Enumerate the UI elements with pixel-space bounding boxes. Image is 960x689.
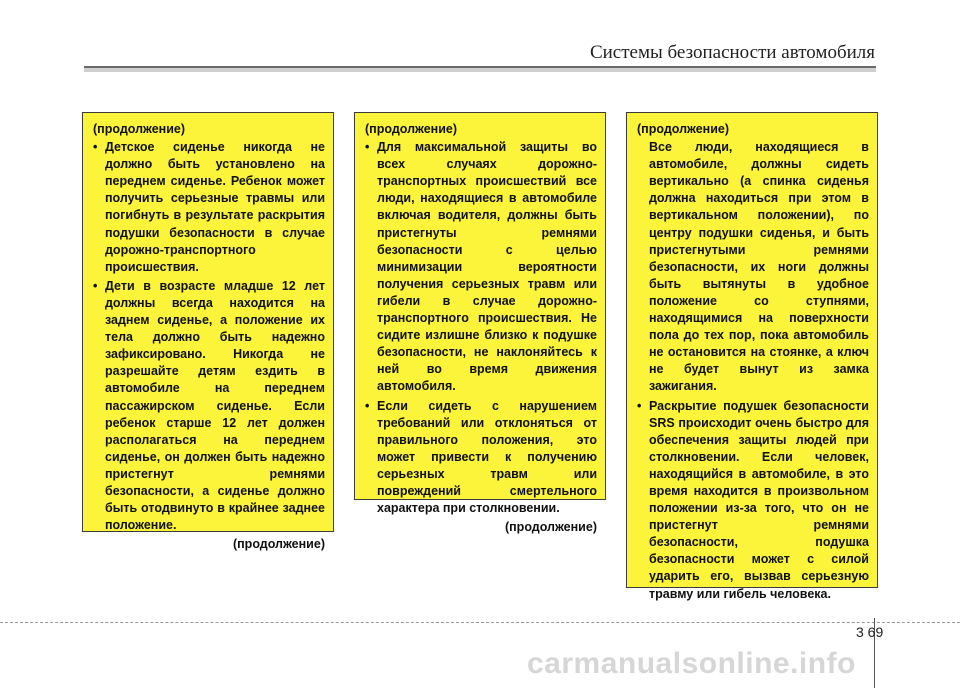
continued-label-top: (продолжение) xyxy=(93,122,186,136)
warning-box-3 xyxy=(626,112,878,601)
warning-bullet-item xyxy=(93,278,325,534)
warning-paragraph: Все люди, находящиеся в автомобиле, должны сидеть вертикально (а спинка сиденья должна находиться при этом в вертикальном положении), по центру подушки сиденья, и быть пристегнутыми ремнями безопасности, их ноги должны быть вытянуты в удобное положение со ступнями, находящимися на поверхности пола до тех пор, пока автомобиль не остановится на стоянке, а ключ не будет вынут из замка зажигания. xyxy=(649,140,869,394)
watermark: carmanualsonline.info xyxy=(527,647,856,680)
warning-item-text: Раскрытие подушек безопасности SRS происходит очень быстро для обеспечения защиты людей при столкновении. Если человек, находящийся в автомобиле, в это время находится в произвольном положении из-за того, что он не пристегнут ремнями безопасности, подушка безопасности может с силой ударить его, вызвав серьезную травму или гибель человека. xyxy=(649,398,869,601)
continued-label-bottom: (продолжение) xyxy=(232,537,325,552)
bullet-icon: • xyxy=(637,398,642,413)
continued-label-bottom: (продолжение) xyxy=(504,520,597,535)
warning-item-text: Если сидеть с нарушением требований или отклоняться от правильного положения, это может привести к получению серьезных травм или повреждений смертельного характера при столкновении. xyxy=(377,398,597,516)
page-header-title: Системы безопасности автомобиля xyxy=(589,42,875,63)
continued-label-top: (продолжение) xyxy=(365,122,458,136)
bullet-icon: • xyxy=(365,398,370,413)
continued-label-top: (продолжение) xyxy=(637,122,730,136)
bullet-icon: • xyxy=(93,278,98,293)
warning-item-text: Для максимальной защиты во всех случаях дорожно-транспортных происшествий все люди, находящиеся в автомобиле включая водителя, должны быть пристегнуты ремнями безопасности с целью минимизации вероятности получения серьезных травм или гибели в случае дорожно-транспортного происшествия. Не сидите излишне близко к подушке безопасности, не наклоняйтесь к ней во время движения автомобиля. xyxy=(377,140,597,394)
warning-bullet-item xyxy=(365,398,597,518)
footer-rule xyxy=(0,622,960,623)
header-rule xyxy=(84,66,876,72)
warning-box-1 xyxy=(82,112,334,552)
warning-item-text: Детское сиденье никогда не должно быть установлено на переднем сиденье. Ребенок может получить серьезные травмы или погибнуть в результате раскрытия подушки безопасности в случае дорожно-транспортного происшествия. xyxy=(105,140,325,274)
warning-bullet-item xyxy=(365,139,597,395)
warning-bullet-item xyxy=(93,139,325,276)
bullet-icon: • xyxy=(365,140,370,155)
warning-item-text: Дети в возрасте младше 12 лет должны всегда находится на заднем сиденье, а положение их тела должно быть надежно зафиксировано. Никогда не разрешайте детям ездить в автомобиле на переднем пассажирском сиденье. Если ребенок старше 12 лет должен располагаться на переднем сиденье, он должен быть надежно пристегнут ремнями безопасности, а сиденье должно быть отодвинуто в крайнее заднее положение. xyxy=(105,278,325,533)
bullet-icon: • xyxy=(93,140,98,155)
warning-bullet-item xyxy=(637,398,869,603)
warning-box-2 xyxy=(354,112,606,535)
page-number: 3 69 xyxy=(856,624,884,640)
